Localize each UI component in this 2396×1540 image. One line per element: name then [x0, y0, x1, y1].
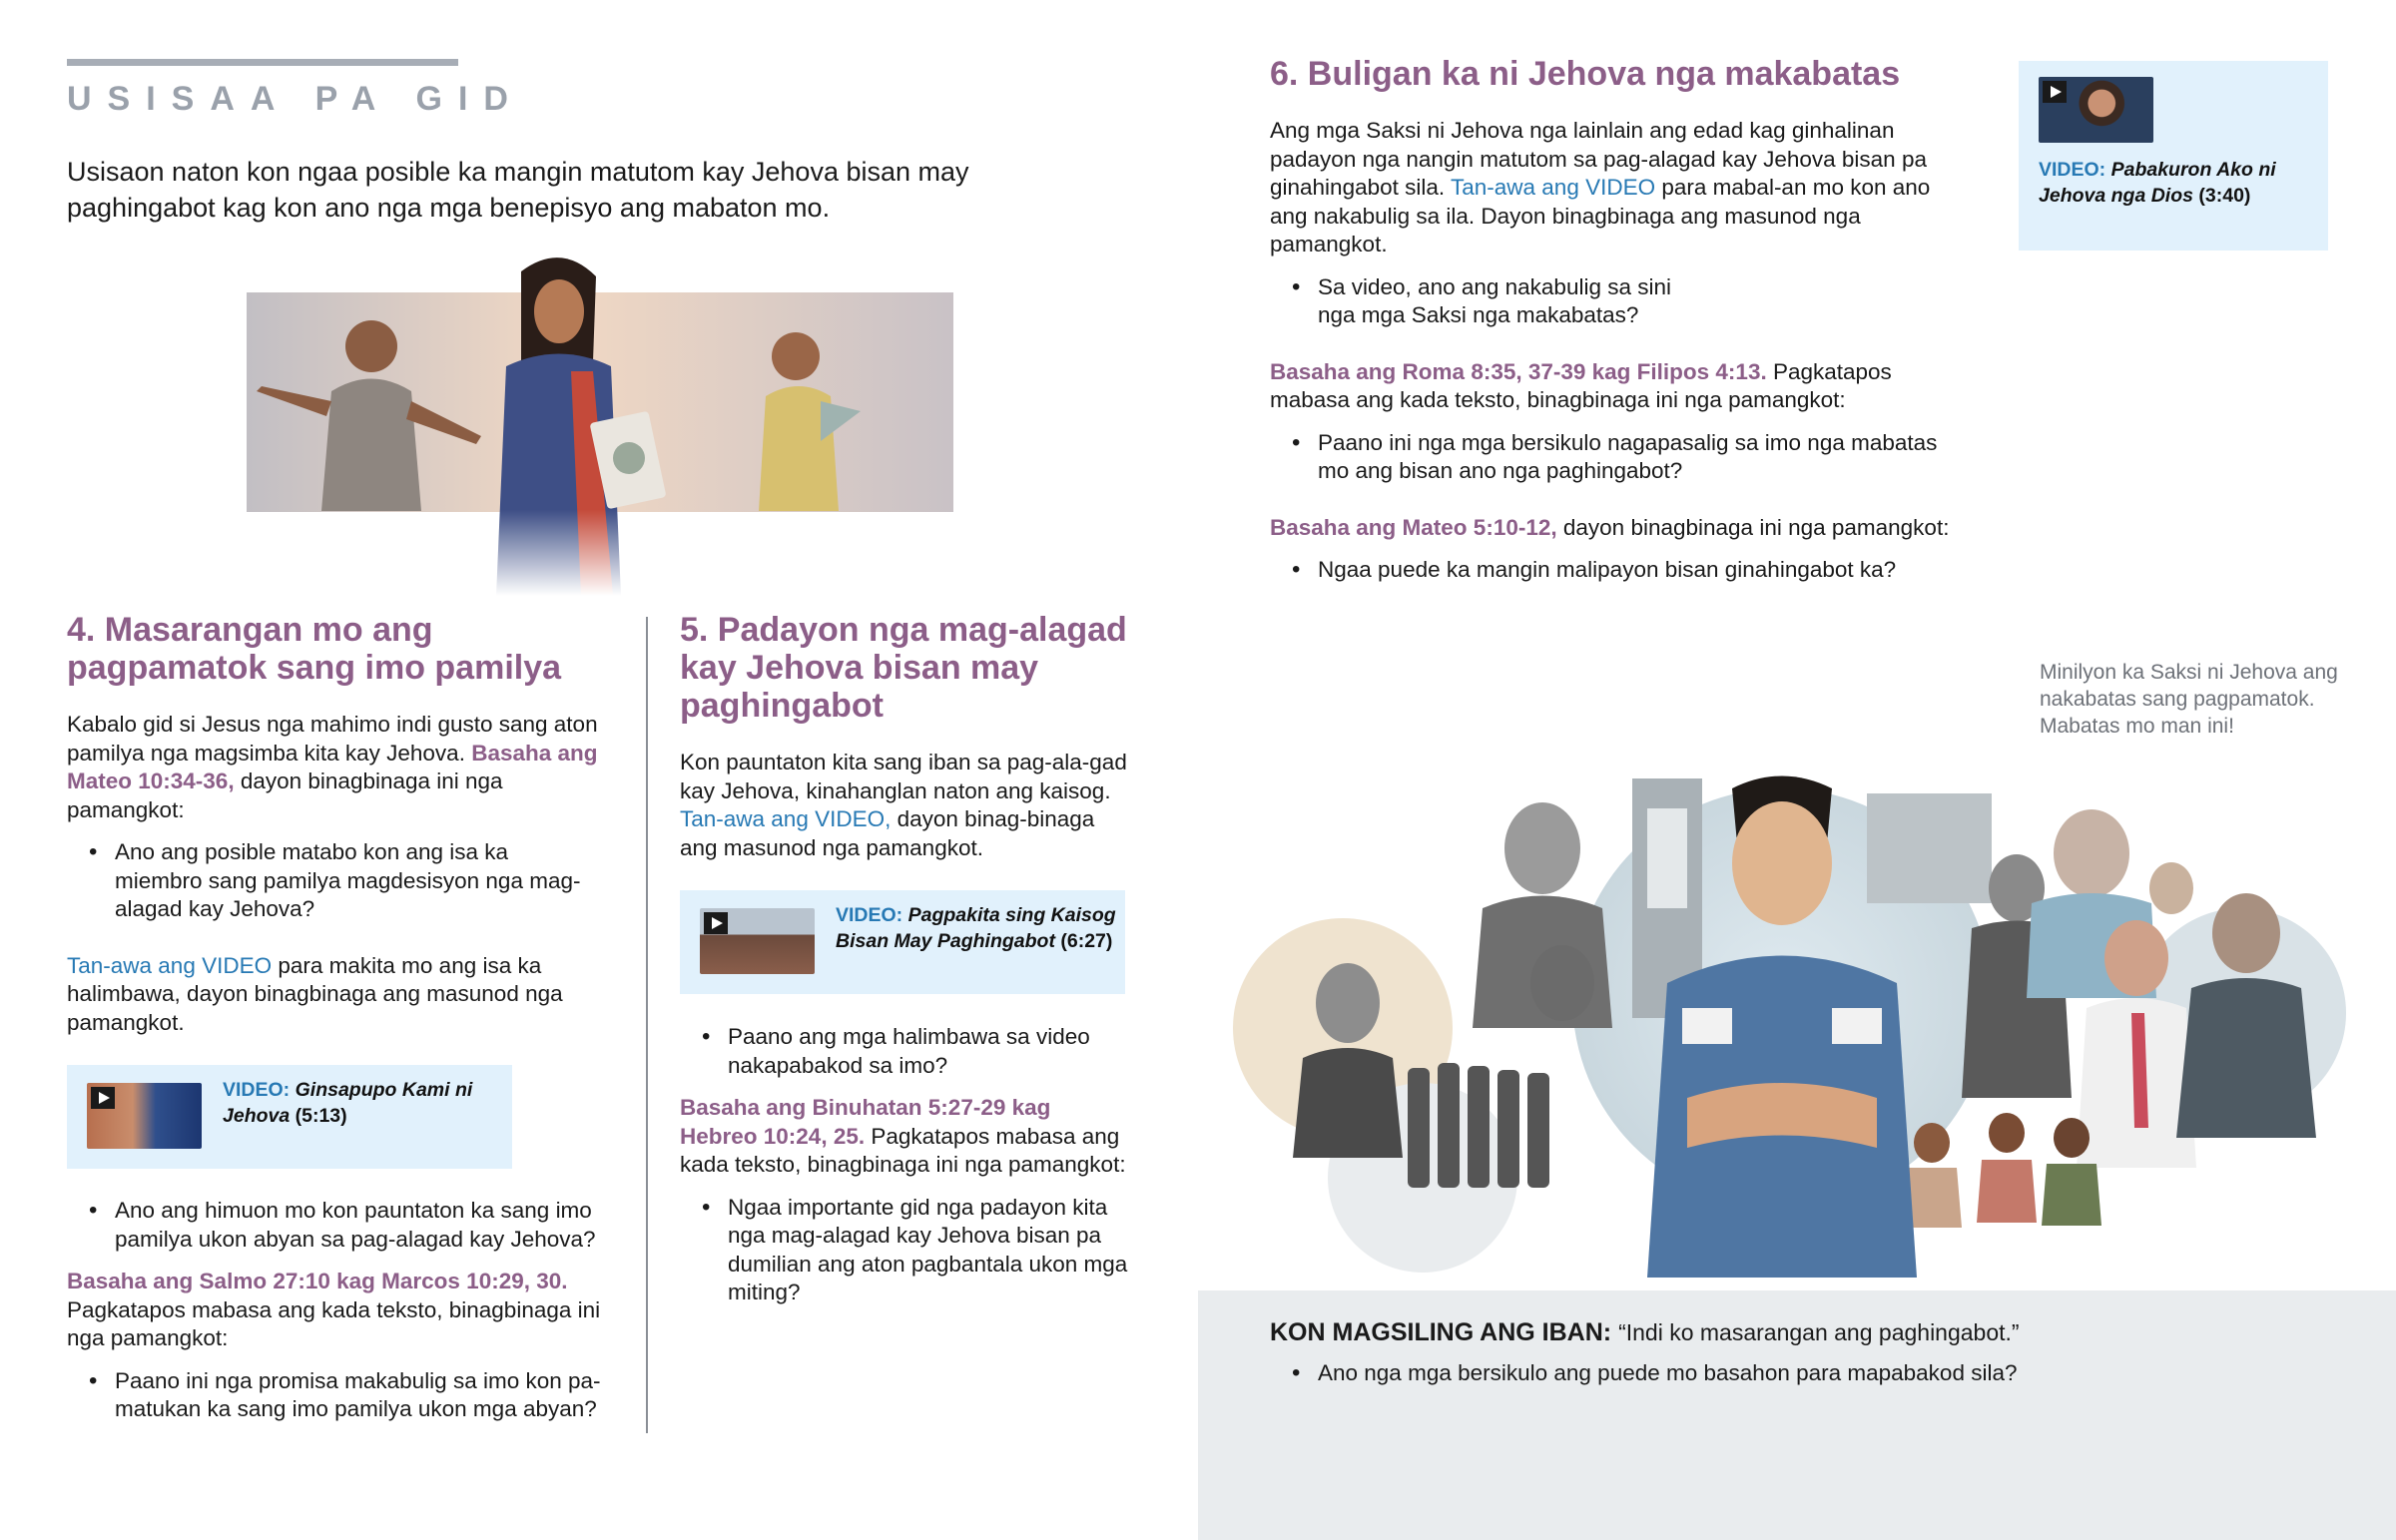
section-4-instruction: dayon binagbinaga ini nga pamangkot: [67, 769, 503, 822]
section-6-question-1: • Sa video, ano ang nakabulig sa sini nga mga Saksi nga makabatas? [1270, 273, 1707, 330]
section-6-question-2: • Paano ini nga mga bersikulo nagapasalig sa imo nga mabatas mo ang bisan ano nga paghingabot? [1270, 429, 1967, 486]
section-5-read-instruction: Pagkatapos mabasa ang kada teksto, binagbinaga ini nga pamangkot: [680, 1123, 1126, 1177]
persecuted-witnesses-illustration [1228, 769, 2356, 1278]
section-4-question-2: • Ano ang himuon mo kon pauntaton ka sang imo pamilya ukon abyan sa pag-alagad kay Jehova? [67, 1197, 626, 1254]
watch-video-link[interactable]: Tan-awa ang VIDEO [1451, 175, 1656, 200]
others-say-content [1270, 1315, 2368, 1388]
video-title-label[interactable] [2039, 157, 2318, 209]
section-5-intro-text: Kon pauntaton kita sang iban sa pag-ala-gad kay Jehova, kinahanglan naton ang kaisog. [680, 750, 1127, 803]
section-4-continued [67, 1197, 626, 1424]
others-say-question: • Ano nga mga bersikulo ang puede mo basahon para mapabakod sila? [1270, 1359, 2368, 1388]
section-4-intro-text: Kabalo gid si Jesus nga mahimo indi gusto sang aton pamilya nga magsimba kita kay Jehova. [67, 712, 598, 766]
watch-video-link[interactable]: Tan-awa ang VIDEO, [680, 806, 892, 831]
video-duration: (3:40) [2198, 185, 2251, 207]
illustration-caption: Minilyon ka Saksi ni Jehova ang nakabatas sang pagpamatok. Mabatas mo man ini! [2040, 661, 2338, 738]
section-5 [680, 611, 1129, 862]
page-kicker: USISAA PA GID [67, 80, 524, 118]
video-title: Ginsapupo Kami ni Jehova [223, 1079, 473, 1127]
others-say-line [1270, 1315, 2368, 1349]
section-6-question-3: • Ngaa puede ka mangin malipayon bisan ginahingabot ka? [1270, 556, 1969, 585]
play-icon [2043, 81, 2067, 103]
section-6-title: 6. Buligan ka ni Jehova nga makabatas [1270, 55, 1901, 93]
others-say-quote: “Indi ko masarangan ang paghingabot.” [1618, 1319, 2020, 1345]
play-icon [91, 1087, 115, 1109]
video-thumbnail[interactable] [87, 1083, 202, 1149]
others-say-label: KON MAGSILING ANG IBAN: [1270, 1318, 1612, 1346]
video-title-label[interactable] [223, 1077, 492, 1129]
video-tag: VIDEO: [2039, 159, 2106, 181]
section-5-question-2: • Ngaa importante gid nga padayon kita nga mag-alagad kay Jehova bisan pa dumilian ang aton pagbantala ukon mga miting? [680, 1194, 1129, 1307]
section-4-video-instruction: para makita mo ang isa ka halimbawa, dayon binagbinaga ang masunod nga pamangkot. [67, 952, 563, 1035]
video-card-ginsapupo[interactable] [67, 1065, 512, 1169]
scripture-reference-mateo-5[interactable]: Basaha ang Mateo 5:10-12, [1270, 514, 1557, 540]
scripture-reference-mateo-10[interactable]: Basaha ang Mateo 10:34-36, [67, 740, 598, 793]
scripture-reference-salmo-27[interactable]: Basaha ang Salmo 27:10 kag Marcos 10:29, 30. [67, 1269, 568, 1293]
video-card-pabakuron[interactable] [2019, 61, 2328, 251]
scripture-reference-binuhatan-5[interactable]: Basaha ang Binuhatan 5:27-29 kag Hebreo 10:24, 25. [680, 1095, 1051, 1149]
section-4-question-1: • Ano ang posible matabo kon ang isa ka miembro sang pamilya magdesisyon nga mag-alagad kay Jehova? [67, 838, 626, 924]
video-thumbnail[interactable] [2039, 77, 2153, 143]
section-5-paragraph-2 [680, 1094, 1129, 1180]
section-4-paragraph-2 [67, 952, 566, 1038]
section-4-paragraph-1 [67, 711, 626, 824]
video-thumbnail[interactable] [700, 908, 815, 974]
header-rule [67, 59, 458, 66]
section-5-question-1: • Paano ang mga halimbawa sa video nakapabakod sa imo? [680, 1023, 1129, 1080]
section-5-instruction: dayon binag-binaga ang masunod nga pamangkot. [680, 806, 1095, 860]
section-5-paragraph-1 [680, 749, 1129, 862]
play-icon [704, 912, 728, 934]
watch-video-link[interactable]: Tan-awa ang VIDEO [67, 952, 273, 978]
section-6 [1270, 55, 1969, 585]
section-6-instruction: para mabal-an mo kon ano ang nakabulig sa ila. Dayon binagbinaga ang masunod nga pamangkot. [1270, 175, 1931, 257]
section-4-title: 4. Masarangan mo ang pagpamatok sang imo pamilya [67, 611, 562, 687]
video-tag: VIDEO: [836, 904, 903, 926]
section-4-read-instruction: Pagkatapos mabasa ang kada teksto, binagbinaga ini nga pamangkot: [67, 1296, 601, 1350]
section-6-read-instruction: Pagkatapos mabasa ang kada teksto, binagbinaga ini nga pamangkot: [1270, 358, 1892, 412]
scripture-reference-roma-8[interactable]: Basaha ang Roma 8:35, 37-39 kag Filipos 4:13. [1270, 358, 1767, 384]
video-duration: (5:13) [295, 1105, 347, 1127]
video-tag: VIDEO: [223, 1079, 291, 1101]
video-card-kaisog[interactable] [680, 890, 1125, 994]
section-5-continued [680, 1023, 1129, 1307]
section-4-paragraph-3 [67, 1268, 626, 1353]
video-title: Pabakuron Ako ni Jehova nga Dios [2039, 159, 2276, 207]
section-6-paragraph-1 [1270, 117, 1949, 259]
column-divider [646, 617, 648, 1433]
video-title-label[interactable] [836, 902, 1120, 954]
video-title: Pagpakita sing Kaisog Bisan May Paghingabot [836, 904, 1116, 952]
section-4 [67, 611, 626, 1037]
section-4-question-3: • Paano ini nga promisa makabulig sa imo kon pa-matukan ka sang imo pamilya ukon mga abyan? [67, 1367, 626, 1424]
video-duration: (6:27) [1060, 930, 1113, 952]
section-6-third-instruction: dayon binagbinaga ini nga pamangkot: [1562, 514, 1950, 540]
intro-paragraph: Usisaon naton kon ngaa posible ka mangin matutom kay Jehova bisan may paghingabot kag kon ano nga mga benepisyo ang mabaton mo. [67, 157, 969, 223]
section-5-title: 5. Padayon nga mag-alagad kay Jehova bisan may paghingabot [680, 611, 1127, 725]
section-6-intro-text: Ang mga Saksi ni Jehova nga lainlain ang edad kag ginhalinan padayon nga nangin matutom sa pag-alagad kay Jehova bisan pa ginahingabot sila. [1270, 118, 1927, 200]
hero-family-opposition-illustration [222, 252, 954, 596]
section-6-paragraph-2 [1270, 358, 1949, 415]
section-6-paragraph-3 [1270, 514, 1969, 543]
